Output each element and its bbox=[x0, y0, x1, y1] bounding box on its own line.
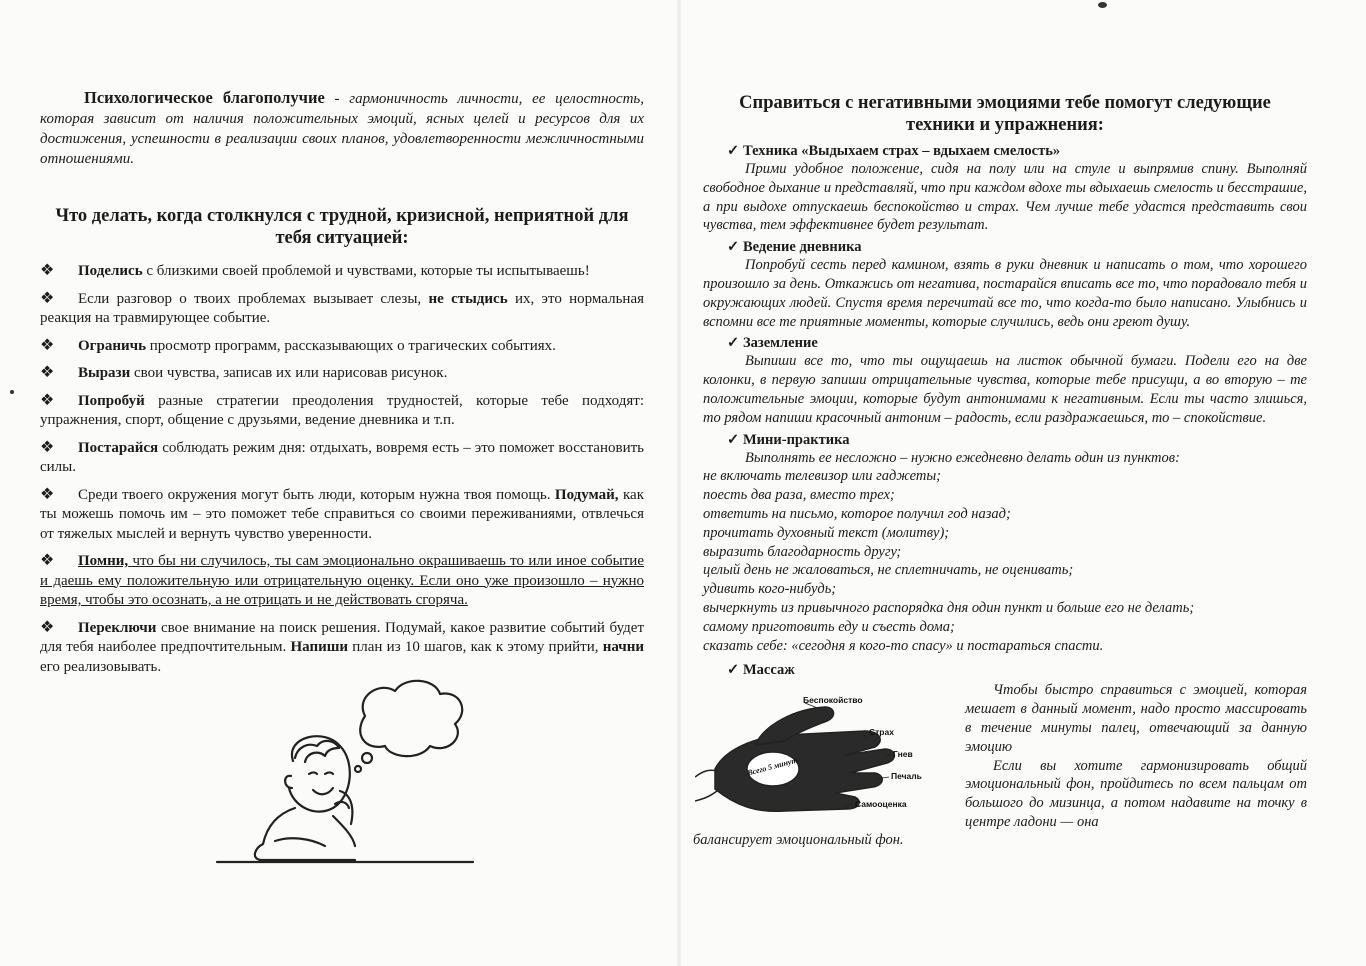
intro-definition: гармоничность личности, ее целостность, которая зависит от наличия положительных эмоций, ясных целей и ресурсов для их достижения, успешности в реализации своих планов, удовлетворенности межличностными отношениями. bbox=[40, 91, 644, 167]
advice-keyword: не стыдись bbox=[428, 290, 508, 307]
massage-p2: Если вы хотите гармонизировать общий эмоциональный фон, пройдитесь по всем пальцам от большого до мизинца, а потом надавите на точку в центре ладони — она bbox=[965, 757, 1307, 830]
left-page bbox=[40, 88, 644, 684]
massage-last-line: балансирует эмоциональный фон. bbox=[693, 832, 904, 849]
grounding-title bbox=[703, 334, 1307, 352]
diary-text: Попробуй сесть перед камином, взять в руки дневник и написать о том, что хорошего произошло за день. Откажись от негатива, постарайся вписать все то, что порадовало тебя и окружающих людей. Спустя время перечитай все то, что когда-то было написано. Улыбнись и вспомни все те приятные моменты, которые случились, ведь они греют душу. bbox=[703, 257, 1307, 330]
right-heading: Справиться с негативными эмоциями тебе помогут следующие техники и упражнения: bbox=[739, 93, 1271, 135]
advice-text: просмотр программ, рассказывающих о трагических событиях. bbox=[146, 337, 556, 354]
advice-item bbox=[40, 289, 644, 329]
diary-title-text: Ведение дневника bbox=[743, 239, 862, 256]
advice-keyword: Помни, bbox=[78, 553, 129, 569]
hand-diagram-illustration bbox=[695, 689, 965, 829]
finger-label-sadness: Печаль bbox=[891, 771, 922, 782]
advice-keyword: Подумай, bbox=[554, 486, 619, 503]
hand-palm-label: Всего 5 минут bbox=[746, 755, 799, 778]
advice-underlined bbox=[40, 553, 644, 608]
left-heading: Что делать, когда столкнулся с трудной, кризисной, неприятной для тебя ситуацией: bbox=[55, 206, 629, 248]
technique-title bbox=[703, 142, 1307, 160]
list-item: самому приготовить еду и съесть дома; bbox=[703, 618, 955, 635]
advice-text: как ты можешь помочь им – это поможет тебе справиться со своими переживаниями, отвлечься от тяжелых мыслей и вернуть чувство уверенности. bbox=[40, 486, 644, 542]
finger-label-anxiety: Беспокойство bbox=[803, 695, 863, 706]
list-item: целый день не жаловаться, не сплетничать, не оценивать; bbox=[703, 562, 1074, 579]
diary-title bbox=[703, 238, 1307, 256]
diamond-icon: ❖ bbox=[40, 391, 55, 409]
diamond-icon: ❖ bbox=[40, 438, 55, 456]
diamond-icon: ❖ bbox=[40, 552, 55, 569]
advice-text: соблюдать режим дня: отдыхать, вовремя есть – это поможет восстановить силы. bbox=[40, 439, 644, 475]
advice-item bbox=[40, 438, 644, 478]
technique-title-text: Техника «Выдыхаем страх – вдыхаем смелость» bbox=[743, 143, 1061, 159]
advice-item-underlined bbox=[40, 551, 644, 611]
mini-practice-title bbox=[703, 431, 1307, 449]
finger-label-fear: Страх bbox=[869, 727, 894, 738]
intro-paragraph bbox=[40, 88, 644, 169]
mini-practice-text: Выполнять ее несложно – нужно ежедневно делать один из пунктов: bbox=[745, 449, 1180, 466]
finger-label-anger: Гнев bbox=[893, 749, 913, 760]
grounding-text: Выпиши все то, что ты ощущаешь на листок обычной бумаги. Подели его на две колонки, в первую запиши отрицательные чувства, которые тебе присущи, а во вторую – те положительные эмоции, которые будут антонимами к негативным. Если ты часто злишься, то рядом напиши красочный антоним – радость, если раздражаешься, то – спокойствие. bbox=[703, 353, 1307, 426]
advice-item bbox=[40, 391, 644, 431]
technique-text: Прими удобное положение, сидя на полу или на стуле и выпрямив спину. Выполняй свободное дыхание и представляй, что при каждом вдохе ты вдыхаешь смелость и бесстрашие, а при выдохе отпускаешь беспокойство и страх. Чем лучше тебе удастся представить свои чувства, тем эффективнее будет результат. bbox=[703, 161, 1307, 234]
list-item: не включать телевизор или гаджеты; bbox=[703, 468, 941, 485]
intro-dash: - bbox=[324, 91, 350, 107]
scan-speck bbox=[1098, 2, 1107, 8]
advice-text: что бы ни случилось, ты сам эмоционально окрашиваешь то или иное событие и даешь ему положительную или отрицательную оценку. Если оно уже произошло – нужно время, чтобы это осознать, а не отрицать и не действовать сгоряча. bbox=[40, 553, 644, 608]
list-item: ответить на письмо, которое получил год назад; bbox=[703, 505, 1011, 522]
advice-text: свое внимание на поиск решения. Подумай, какое развитие событий будет для тебя наиболее предпочтительным. bbox=[40, 619, 644, 655]
diamond-icon: ❖ bbox=[40, 364, 55, 381]
diamond-icon: ❖ bbox=[40, 336, 55, 354]
advice-keyword: Постарайся bbox=[78, 439, 159, 456]
diamond-icon: ❖ bbox=[40, 262, 55, 279]
advice-text: их, это нормальная реакция на травмирующее событие. bbox=[40, 290, 645, 326]
massage-p1: Чтобы быстро справиться с эмоцией, которая мешает в данный момент, надо просто массировать в течение минуты палец, отвечающий за данную эмоцию bbox=[965, 682, 1307, 755]
page-fold bbox=[676, 0, 682, 966]
advice-item bbox=[40, 336, 644, 357]
advice-keyword: начни bbox=[602, 639, 644, 655]
list-item: поесть два раза, вместо трех; bbox=[703, 487, 895, 504]
checkmark-icon: ✓ bbox=[727, 662, 740, 679]
mini-practice-title-text: Мини-практика bbox=[743, 431, 850, 448]
thinking-boy-illustration bbox=[215, 676, 475, 876]
advice-text: Если разговор о твоих проблемах вызывает слезы, bbox=[78, 290, 429, 307]
advice-item bbox=[40, 363, 644, 384]
checkmark-icon: ✓ bbox=[727, 335, 740, 352]
advice-item bbox=[40, 261, 644, 282]
advice-text: свои чувства, записав их или нарисовав рисунок. bbox=[130, 365, 448, 381]
advice-keyword: Поделись bbox=[78, 263, 143, 279]
advice-keyword: Переключи bbox=[78, 619, 157, 636]
advice-keyword: Напиши bbox=[290, 639, 349, 655]
scan-speck bbox=[10, 390, 14, 394]
advice-item bbox=[40, 618, 644, 678]
diamond-icon: ❖ bbox=[40, 618, 55, 636]
massage-title bbox=[703, 661, 1307, 679]
checkmark-icon: ✓ bbox=[727, 143, 740, 159]
advice-item bbox=[40, 485, 644, 545]
massage-title-text: Массаж bbox=[743, 662, 795, 679]
diamond-icon: ❖ bbox=[40, 289, 55, 307]
right-page bbox=[693, 92, 1307, 871]
advice-list bbox=[40, 261, 644, 677]
massage-block bbox=[693, 681, 1307, 871]
checkmark-icon: ✓ bbox=[727, 431, 740, 448]
advice-keyword: Попробуй bbox=[78, 392, 145, 409]
advice-text: с близкими своей проблемой и чувствами, которые ты испытываешь! bbox=[142, 263, 590, 279]
advice-text: план из 10 шагов, как к этому прийти, bbox=[348, 639, 603, 655]
advice-text: Среди твоего окружения могут быть люди, которым нужна твоя помощь. bbox=[78, 486, 555, 503]
intro-term: Психологическое благополучие bbox=[84, 88, 325, 107]
advice-text: его реализовывать. bbox=[40, 658, 162, 675]
list-item: прочитать духовный текст (молитву); bbox=[703, 524, 950, 541]
list-item: сказать себе: «сегодня я кого-то спасу» и постараться спасти. bbox=[703, 637, 1104, 654]
list-item: вычеркнуть из привычного распорядка дня один пункт и больше его не делать; bbox=[703, 599, 1195, 616]
advice-keyword: Ограничь bbox=[78, 337, 146, 354]
grounding-title-text: Заземление bbox=[743, 335, 818, 352]
checkmark-icon: ✓ bbox=[727, 239, 740, 256]
diamond-icon: ❖ bbox=[40, 485, 55, 503]
mini-practice-list bbox=[703, 467, 1307, 655]
list-item: удивить кого-нибудь; bbox=[703, 581, 837, 598]
advice-keyword: Вырази bbox=[78, 365, 131, 381]
advice-text: разные стратегии преодоления трудностей, которые тебе подходят: упражнения, спорт, общение с друзьями, ведение дневника и т.п. bbox=[40, 392, 644, 428]
finger-label-self-esteem: Самооценка bbox=[855, 799, 907, 810]
massage-text bbox=[965, 681, 1307, 831]
list-item: выразить благодарность другу; bbox=[703, 543, 902, 560]
